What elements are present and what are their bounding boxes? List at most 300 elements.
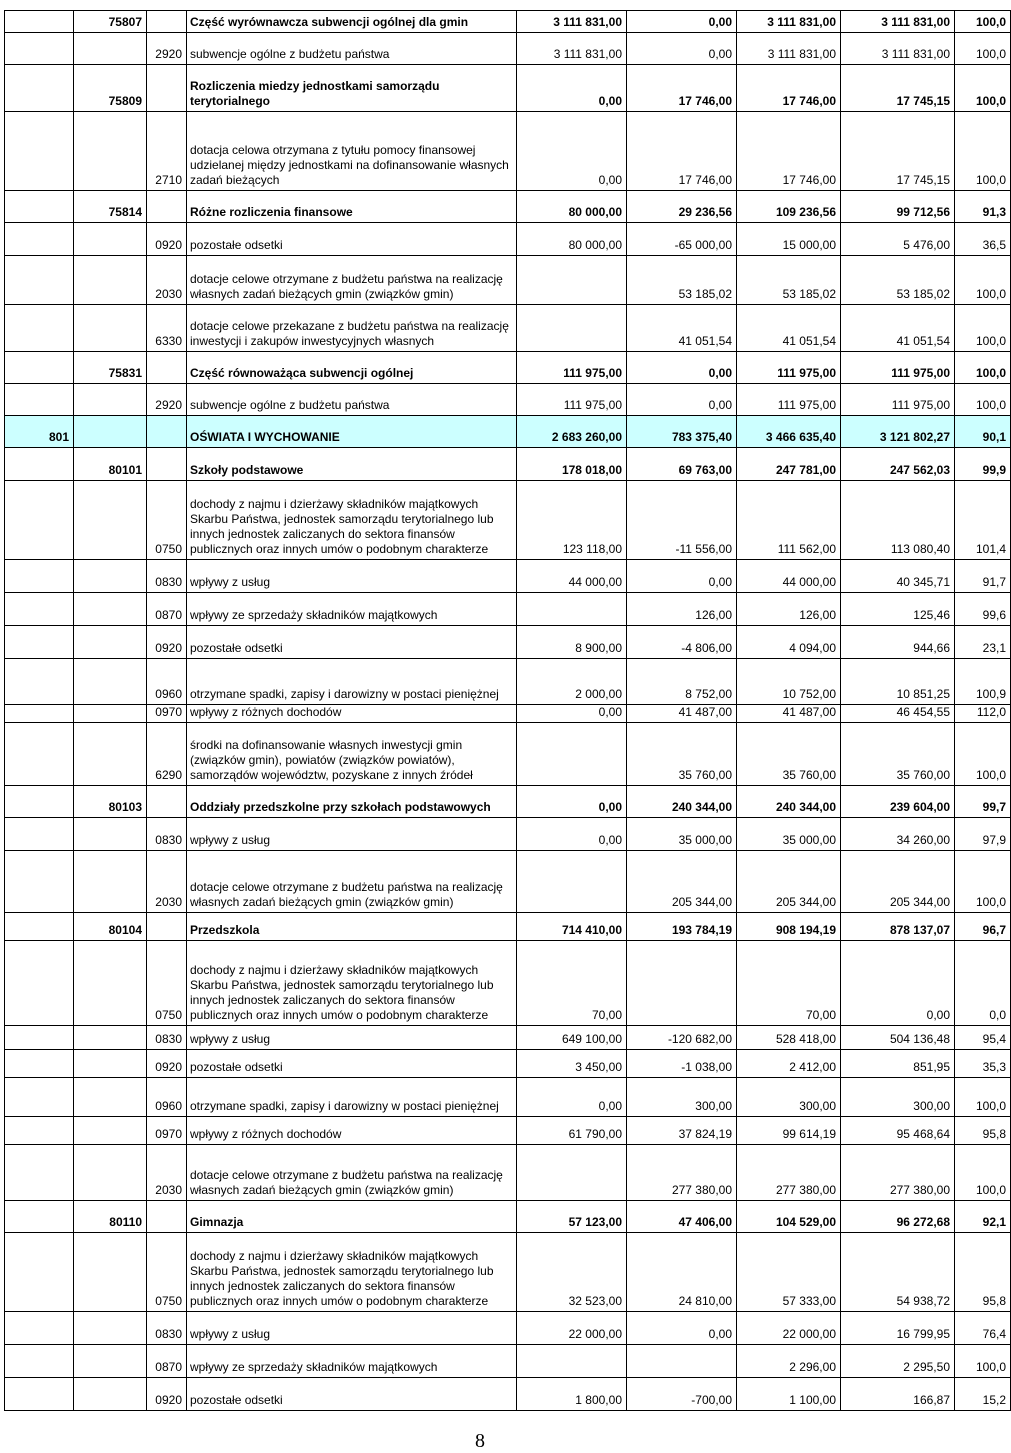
cell-execution: 851,95 xyxy=(841,1050,955,1078)
cell-paragraph-code: 0750 xyxy=(147,941,187,1026)
cell-paragraph-code: 0830 xyxy=(147,560,187,593)
table-row xyxy=(5,1145,1011,1201)
cell-division-code xyxy=(5,352,74,384)
cell-division-code xyxy=(5,1378,74,1411)
cell-plan-initial xyxy=(517,593,627,626)
cell-plan-change: 29 236,56 xyxy=(627,191,737,223)
cell-chapter-code xyxy=(74,941,147,1026)
cell-execution: 17 745,15 xyxy=(841,112,955,191)
cell-plan-after-change: 908 194,19 xyxy=(737,913,841,941)
cell-plan-after-change: 99 614,19 xyxy=(737,1117,841,1145)
cell-plan-initial: 32 523,00 xyxy=(517,1233,627,1312)
cell-plan-change: 35 760,00 xyxy=(627,723,737,786)
table-row xyxy=(5,1026,1011,1050)
table-row xyxy=(5,913,1011,941)
cell-execution: 944,66 xyxy=(841,626,955,659)
cell-plan-initial xyxy=(517,305,627,352)
table-row xyxy=(5,705,1011,723)
cell-description: dochody z najmu i dzierżawy składników majątkowych Skarbu Państwa, jednostek samorządu terytorialnego lub innych jednostek zaliczanych do sektora finansów publicznych oraz innych umów o podobnym charakterze xyxy=(187,941,517,1026)
table-row xyxy=(5,305,1011,352)
cell-execution: 95 468,64 xyxy=(841,1117,955,1145)
table-row xyxy=(5,33,1011,65)
cell-execution-percent: 95,8 xyxy=(955,1233,1011,1312)
cell-description: wpływy ze sprzedaży składników majątkowych xyxy=(187,593,517,626)
cell-plan-initial: 0,00 xyxy=(517,818,627,851)
cell-plan-change: -65 000,00 xyxy=(627,223,737,256)
cell-chapter-code xyxy=(74,593,147,626)
cell-execution-percent: 100,0 xyxy=(955,11,1011,33)
cell-execution-percent: 36,5 xyxy=(955,223,1011,256)
cell-plan-after-change: 104 529,00 xyxy=(737,1201,841,1233)
cell-plan-after-change: 17 746,00 xyxy=(737,65,841,112)
cell-plan-initial: 2 683 260,00 xyxy=(517,416,627,448)
table-row xyxy=(5,1117,1011,1145)
cell-chapter-code xyxy=(74,33,147,65)
cell-division-code xyxy=(5,1117,74,1145)
cell-description: dochody z najmu i dzierżawy składników majątkowych Skarbu Państwa, jednostek samorządu terytorialnego lub innych jednostek zaliczanych do sektora finansów publicznych oraz innych umów o podobnym charakterze xyxy=(187,1233,517,1312)
cell-execution: 3 121 802,27 xyxy=(841,416,955,448)
cell-division-code xyxy=(5,33,74,65)
cell-execution: 2 295,50 xyxy=(841,1345,955,1378)
cell-division-code xyxy=(5,1026,74,1050)
cell-paragraph-code: 0920 xyxy=(147,223,187,256)
cell-execution: 54 938,72 xyxy=(841,1233,955,1312)
cell-execution-percent: 96,7 xyxy=(955,913,1011,941)
cell-paragraph-code xyxy=(147,1201,187,1233)
cell-paragraph-code: 0960 xyxy=(147,1078,187,1117)
cell-execution-percent: 91,3 xyxy=(955,191,1011,223)
cell-chapter-code xyxy=(74,1312,147,1345)
cell-plan-initial: 2 000,00 xyxy=(517,659,627,705)
cell-paragraph-code: 0970 xyxy=(147,705,187,723)
cell-chapter-code: 75831 xyxy=(74,352,147,384)
cell-plan-after-change: 111 975,00 xyxy=(737,352,841,384)
cell-execution-percent: 95,8 xyxy=(955,1117,1011,1145)
cell-description: Gimnazja xyxy=(187,1201,517,1233)
cell-division-code xyxy=(5,659,74,705)
cell-execution: 0,00 xyxy=(841,941,955,1026)
cell-chapter-code xyxy=(74,659,147,705)
cell-execution: 99 712,56 xyxy=(841,191,955,223)
cell-chapter-code xyxy=(74,1145,147,1201)
cell-chapter-code xyxy=(74,1050,147,1078)
table-row xyxy=(5,1050,1011,1078)
cell-plan-change: 0,00 xyxy=(627,352,737,384)
cell-description: Część wyrównawcza subwencji ogólnej dla gmin xyxy=(187,11,517,33)
table-row xyxy=(5,593,1011,626)
page-number: 8 xyxy=(475,1430,485,1452)
cell-chapter-code xyxy=(74,481,147,560)
cell-description: Przedszkola xyxy=(187,913,517,941)
cell-plan-initial: 0,00 xyxy=(517,65,627,112)
cell-paragraph-code: 0830 xyxy=(147,818,187,851)
cell-division-code xyxy=(5,941,74,1026)
cell-execution-percent: 91,7 xyxy=(955,560,1011,593)
cell-plan-after-change: 111 562,00 xyxy=(737,481,841,560)
cell-paragraph-code: 0920 xyxy=(147,1050,187,1078)
cell-plan-initial: 111 975,00 xyxy=(517,384,627,416)
cell-chapter-code xyxy=(74,1117,147,1145)
cell-execution-percent: 99,6 xyxy=(955,593,1011,626)
cell-plan-after-change: 300,00 xyxy=(737,1078,841,1117)
cell-execution-percent: 99,9 xyxy=(955,448,1011,481)
table-row xyxy=(5,448,1011,481)
table-row xyxy=(5,223,1011,256)
cell-plan-initial: 80 000,00 xyxy=(517,191,627,223)
cell-plan-after-change: 2 296,00 xyxy=(737,1345,841,1378)
cell-plan-initial: 44 000,00 xyxy=(517,560,627,593)
cell-execution-percent: 100,0 xyxy=(955,33,1011,65)
cell-chapter-code xyxy=(74,851,147,913)
cell-paragraph-code xyxy=(147,416,187,448)
cell-plan-after-change: 3 111 831,00 xyxy=(737,33,841,65)
budget-table xyxy=(4,10,1011,1411)
table-row xyxy=(5,1078,1011,1117)
cell-execution: 40 345,71 xyxy=(841,560,955,593)
cell-chapter-code xyxy=(74,416,147,448)
cell-plan-change: -120 682,00 xyxy=(627,1026,737,1050)
cell-plan-change xyxy=(627,1345,737,1378)
cell-execution-percent: 100,0 xyxy=(955,1145,1011,1201)
cell-plan-change: 783 375,40 xyxy=(627,416,737,448)
cell-execution-percent: 100,0 xyxy=(955,723,1011,786)
cell-plan-change: 0,00 xyxy=(627,384,737,416)
cell-plan-after-change: 126,00 xyxy=(737,593,841,626)
table-row xyxy=(5,659,1011,705)
cell-execution: 34 260,00 xyxy=(841,818,955,851)
cell-paragraph-code: 0970 xyxy=(147,1117,187,1145)
cell-division-code: 801 xyxy=(5,416,74,448)
cell-execution: 247 562,03 xyxy=(841,448,955,481)
cell-execution: 96 272,68 xyxy=(841,1201,955,1233)
cell-description: dotacje celowe otrzymane z budżetu państwa na realizację własnych zadań bieżących gmin (związków gmin) xyxy=(187,851,517,913)
cell-division-code xyxy=(5,448,74,481)
cell-division-code xyxy=(5,1345,74,1378)
cell-description: subwencje ogólne z budżetu państwa xyxy=(187,384,517,416)
cell-division-code xyxy=(5,1050,74,1078)
cell-division-code xyxy=(5,305,74,352)
cell-execution-percent: 92,1 xyxy=(955,1201,1011,1233)
cell-chapter-code xyxy=(74,1345,147,1378)
cell-execution: 46 454,55 xyxy=(841,705,955,723)
cell-chapter-code xyxy=(74,626,147,659)
cell-division-code xyxy=(5,1145,74,1201)
cell-paragraph-code: 2030 xyxy=(147,851,187,913)
cell-division-code xyxy=(5,786,74,818)
cell-plan-change: 53 185,02 xyxy=(627,256,737,305)
cell-plan-after-change: 3 111 831,00 xyxy=(737,11,841,33)
cell-description: Rozliczenia miedzy jednostkami samorządu terytorialnego xyxy=(187,65,517,112)
cell-description: dotacja celowa otrzymana z tytułu pomocy finansowej udzielanej między jednostkami na dofinansowanie własnych zadań bieżących xyxy=(187,112,517,191)
cell-plan-after-change: 247 781,00 xyxy=(737,448,841,481)
cell-plan-initial: 0,00 xyxy=(517,786,627,818)
cell-chapter-code xyxy=(74,705,147,723)
cell-plan-change: 240 344,00 xyxy=(627,786,737,818)
cell-plan-after-change: 35 000,00 xyxy=(737,818,841,851)
cell-paragraph-code: 6290 xyxy=(147,723,187,786)
table-row xyxy=(5,481,1011,560)
table-row xyxy=(5,1201,1011,1233)
cell-description: dotacje celowe przekazane z budżetu państwa na realizację inwestycji i zakupów inwestycyjnych własnych xyxy=(187,305,517,352)
cell-description: subwencje ogólne z budżetu państwa xyxy=(187,33,517,65)
cell-plan-after-change: 57 333,00 xyxy=(737,1233,841,1312)
table-row xyxy=(5,818,1011,851)
cell-execution: 17 745,15 xyxy=(841,65,955,112)
cell-plan-change: 300,00 xyxy=(627,1078,737,1117)
cell-execution: 277 380,00 xyxy=(841,1145,955,1201)
cell-plan-after-change: 277 380,00 xyxy=(737,1145,841,1201)
cell-execution-percent: 76,4 xyxy=(955,1312,1011,1345)
cell-paragraph-code: 0920 xyxy=(147,626,187,659)
cell-paragraph-code: 0870 xyxy=(147,593,187,626)
cell-execution: 10 851,25 xyxy=(841,659,955,705)
table-row xyxy=(5,851,1011,913)
cell-plan-after-change: 109 236,56 xyxy=(737,191,841,223)
cell-chapter-code xyxy=(74,723,147,786)
cell-plan-after-change: 10 752,00 xyxy=(737,659,841,705)
table-row xyxy=(5,112,1011,191)
cell-plan-initial xyxy=(517,1145,627,1201)
cell-plan-change: 205 344,00 xyxy=(627,851,737,913)
table-row xyxy=(5,1312,1011,1345)
cell-plan-change: 17 746,00 xyxy=(627,112,737,191)
cell-plan-initial xyxy=(517,851,627,913)
cell-plan-initial: 3 450,00 xyxy=(517,1050,627,1078)
cell-division-code xyxy=(5,593,74,626)
cell-execution-percent: 97,9 xyxy=(955,818,1011,851)
cell-plan-initial: 123 118,00 xyxy=(517,481,627,560)
cell-execution: 205 344,00 xyxy=(841,851,955,913)
cell-paragraph-code xyxy=(147,65,187,112)
cell-plan-change: -4 806,00 xyxy=(627,626,737,659)
cell-execution: 41 051,54 xyxy=(841,305,955,352)
cell-plan-initial: 0,00 xyxy=(517,112,627,191)
cell-chapter-code xyxy=(74,818,147,851)
cell-plan-initial: 80 000,00 xyxy=(517,223,627,256)
cell-chapter-code: 75809 xyxy=(74,65,147,112)
cell-division-code xyxy=(5,191,74,223)
cell-execution: 504 136,48 xyxy=(841,1026,955,1050)
table-row xyxy=(5,723,1011,786)
cell-paragraph-code: 0830 xyxy=(147,1026,187,1050)
cell-plan-initial: 649 100,00 xyxy=(517,1026,627,1050)
cell-division-code xyxy=(5,705,74,723)
cell-plan-change: 24 810,00 xyxy=(627,1233,737,1312)
cell-execution-percent: 100,0 xyxy=(955,112,1011,191)
cell-description: dochody z najmu i dzierżawy składników majątkowych Skarbu Państwa, jednostek samorządu terytorialnego lub innych jednostek zaliczanych do sektora finansów publicznych oraz innych umów o podobnym charakterze xyxy=(187,481,517,560)
cell-plan-change: 69 763,00 xyxy=(627,448,737,481)
cell-paragraph-code: 2710 xyxy=(147,112,187,191)
cell-paragraph-code: 0960 xyxy=(147,659,187,705)
cell-chapter-code: 80103 xyxy=(74,786,147,818)
cell-description: otrzymane spadki, zapisy i darowizny w postaci pieniężnej xyxy=(187,659,517,705)
cell-paragraph-code: 0830 xyxy=(147,1312,187,1345)
table-row xyxy=(5,416,1011,448)
cell-plan-change: 277 380,00 xyxy=(627,1145,737,1201)
cell-division-code xyxy=(5,112,74,191)
cell-execution-percent: 100,0 xyxy=(955,352,1011,384)
cell-execution-percent: 100,0 xyxy=(955,851,1011,913)
cell-execution-percent: 90,1 xyxy=(955,416,1011,448)
cell-description: pozostałe odsetki xyxy=(187,1378,517,1411)
cell-description: wpływy z usług xyxy=(187,1312,517,1345)
cell-execution-percent: 100,0 xyxy=(955,256,1011,305)
cell-chapter-code: 80101 xyxy=(74,448,147,481)
cell-plan-initial: 1 800,00 xyxy=(517,1378,627,1411)
cell-execution-percent: 100,0 xyxy=(955,65,1011,112)
cell-plan-after-change: 17 746,00 xyxy=(737,112,841,191)
cell-chapter-code: 80110 xyxy=(74,1201,147,1233)
cell-description: Różne rozliczenia finansowe xyxy=(187,191,517,223)
table-row xyxy=(5,384,1011,416)
cell-description: środki na dofinansowanie własnych inwestycji gmin (związków gmin), powiatów (związków powiatów), samorządów województw, pozyskane z innych źródeł xyxy=(187,723,517,786)
cell-description: wpływy z usług xyxy=(187,818,517,851)
cell-chapter-code xyxy=(74,1026,147,1050)
cell-paragraph-code: 0920 xyxy=(147,1378,187,1411)
cell-plan-change: 126,00 xyxy=(627,593,737,626)
cell-description: Oddziały przedszkolne przy szkołach podstawowych xyxy=(187,786,517,818)
cell-plan-after-change: 3 466 635,40 xyxy=(737,416,841,448)
cell-plan-after-change: 111 975,00 xyxy=(737,384,841,416)
cell-plan-initial xyxy=(517,256,627,305)
cell-division-code xyxy=(5,851,74,913)
cell-division-code xyxy=(5,1201,74,1233)
cell-plan-initial: 61 790,00 xyxy=(517,1117,627,1145)
cell-paragraph-code xyxy=(147,352,187,384)
cell-description: pozostałe odsetki xyxy=(187,1050,517,1078)
table-row xyxy=(5,256,1011,305)
cell-plan-after-change: 528 418,00 xyxy=(737,1026,841,1050)
cell-description: OŚWIATA I WYCHOWANIE xyxy=(187,416,517,448)
cell-description: wpływy ze sprzedaży składników majątkowych xyxy=(187,1345,517,1378)
cell-execution-percent: 100,0 xyxy=(955,1345,1011,1378)
cell-execution-percent: 15,2 xyxy=(955,1378,1011,1411)
cell-plan-initial xyxy=(517,723,627,786)
cell-execution: 35 760,00 xyxy=(841,723,955,786)
cell-division-code xyxy=(5,560,74,593)
cell-division-code xyxy=(5,256,74,305)
cell-chapter-code xyxy=(74,305,147,352)
cell-chapter-code: 75814 xyxy=(74,191,147,223)
cell-plan-initial: 8 900,00 xyxy=(517,626,627,659)
cell-plan-after-change: 240 344,00 xyxy=(737,786,841,818)
cell-description: Część równoważąca subwencji ogólnej xyxy=(187,352,517,384)
cell-paragraph-code xyxy=(147,913,187,941)
cell-paragraph-code: 0750 xyxy=(147,1233,187,1312)
cell-plan-initial: 3 111 831,00 xyxy=(517,11,627,33)
cell-division-code xyxy=(5,384,74,416)
cell-description: pozostałe odsetki xyxy=(187,223,517,256)
cell-plan-initial: 22 000,00 xyxy=(517,1312,627,1345)
cell-plan-initial: 111 975,00 xyxy=(517,352,627,384)
cell-paragraph-code xyxy=(147,191,187,223)
cell-plan-after-change: 41 487,00 xyxy=(737,705,841,723)
table-row xyxy=(5,1378,1011,1411)
cell-plan-after-change: 70,00 xyxy=(737,941,841,1026)
cell-paragraph-code: 2030 xyxy=(147,1145,187,1201)
cell-plan-change: 37 824,19 xyxy=(627,1117,737,1145)
cell-execution-percent: 100,0 xyxy=(955,1078,1011,1117)
cell-plan-change: 41 051,54 xyxy=(627,305,737,352)
table-row xyxy=(5,786,1011,818)
cell-description: wpływy z różnych dochodów xyxy=(187,1117,517,1145)
cell-execution: 111 975,00 xyxy=(841,352,955,384)
cell-chapter-code xyxy=(74,1378,147,1411)
cell-plan-change: 0,00 xyxy=(627,1312,737,1345)
cell-division-code xyxy=(5,1078,74,1117)
cell-plan-change: -700,00 xyxy=(627,1378,737,1411)
cell-plan-change: 17 746,00 xyxy=(627,65,737,112)
cell-chapter-code xyxy=(74,223,147,256)
cell-execution: 111 975,00 xyxy=(841,384,955,416)
cell-plan-after-change: 2 412,00 xyxy=(737,1050,841,1078)
cell-paragraph-code: 6330 xyxy=(147,305,187,352)
cell-plan-after-change: 4 094,00 xyxy=(737,626,841,659)
cell-execution-percent: 0,0 xyxy=(955,941,1011,1026)
cell-execution-percent: 100,9 xyxy=(955,659,1011,705)
cell-plan-initial: 714 410,00 xyxy=(517,913,627,941)
cell-execution-percent: 23,1 xyxy=(955,626,1011,659)
cell-execution: 3 111 831,00 xyxy=(841,11,955,33)
cell-paragraph-code: 2030 xyxy=(147,256,187,305)
cell-plan-change: 0,00 xyxy=(627,11,737,33)
cell-plan-after-change: 15 000,00 xyxy=(737,223,841,256)
cell-plan-initial: 0,00 xyxy=(517,1078,627,1117)
cell-execution-percent: 100,0 xyxy=(955,384,1011,416)
table-row xyxy=(5,626,1011,659)
cell-plan-after-change: 205 344,00 xyxy=(737,851,841,913)
cell-paragraph-code: 0750 xyxy=(147,481,187,560)
cell-division-code xyxy=(5,913,74,941)
cell-division-code xyxy=(5,818,74,851)
cell-plan-change: 0,00 xyxy=(627,560,737,593)
cell-description: dotacje celowe otrzymane z budżetu państwa na realizację własnych zadań bieżących gmin (związków gmin) xyxy=(187,1145,517,1201)
cell-execution: 5 476,00 xyxy=(841,223,955,256)
cell-execution-percent: 35,3 xyxy=(955,1050,1011,1078)
cell-description: wpływy z różnych dochodów xyxy=(187,705,517,723)
cell-plan-after-change: 44 000,00 xyxy=(737,560,841,593)
cell-plan-change: 8 752,00 xyxy=(627,659,737,705)
table-row xyxy=(5,191,1011,223)
cell-plan-after-change: 53 185,02 xyxy=(737,256,841,305)
cell-division-code xyxy=(5,223,74,256)
cell-description: dotacje celowe otrzymane z budżetu państwa na realizację własnych zadań bieżących gmin (związków gmin) xyxy=(187,256,517,305)
cell-plan-change: 35 000,00 xyxy=(627,818,737,851)
cell-execution-percent: 112,0 xyxy=(955,705,1011,723)
cell-execution: 166,87 xyxy=(841,1378,955,1411)
cell-plan-change: 0,00 xyxy=(627,33,737,65)
cell-plan-initial xyxy=(517,1345,627,1378)
cell-plan-change: -1 038,00 xyxy=(627,1050,737,1078)
cell-plan-change: 193 784,19 xyxy=(627,913,737,941)
budget-table-body xyxy=(5,11,1011,1411)
cell-plan-after-change: 1 100,00 xyxy=(737,1378,841,1411)
cell-plan-change: -11 556,00 xyxy=(627,481,737,560)
cell-plan-after-change: 35 760,00 xyxy=(737,723,841,786)
table-row xyxy=(5,65,1011,112)
cell-description: pozostałe odsetki xyxy=(187,626,517,659)
cell-execution: 3 111 831,00 xyxy=(841,33,955,65)
cell-chapter-code xyxy=(74,256,147,305)
table-row xyxy=(5,1345,1011,1378)
cell-plan-change xyxy=(627,941,737,1026)
cell-paragraph-code xyxy=(147,11,187,33)
cell-execution-percent: 100,0 xyxy=(955,305,1011,352)
cell-chapter-code xyxy=(74,560,147,593)
cell-execution: 878 137,07 xyxy=(841,913,955,941)
cell-chapter-code: 75807 xyxy=(74,11,147,33)
cell-paragraph-code: 2920 xyxy=(147,384,187,416)
